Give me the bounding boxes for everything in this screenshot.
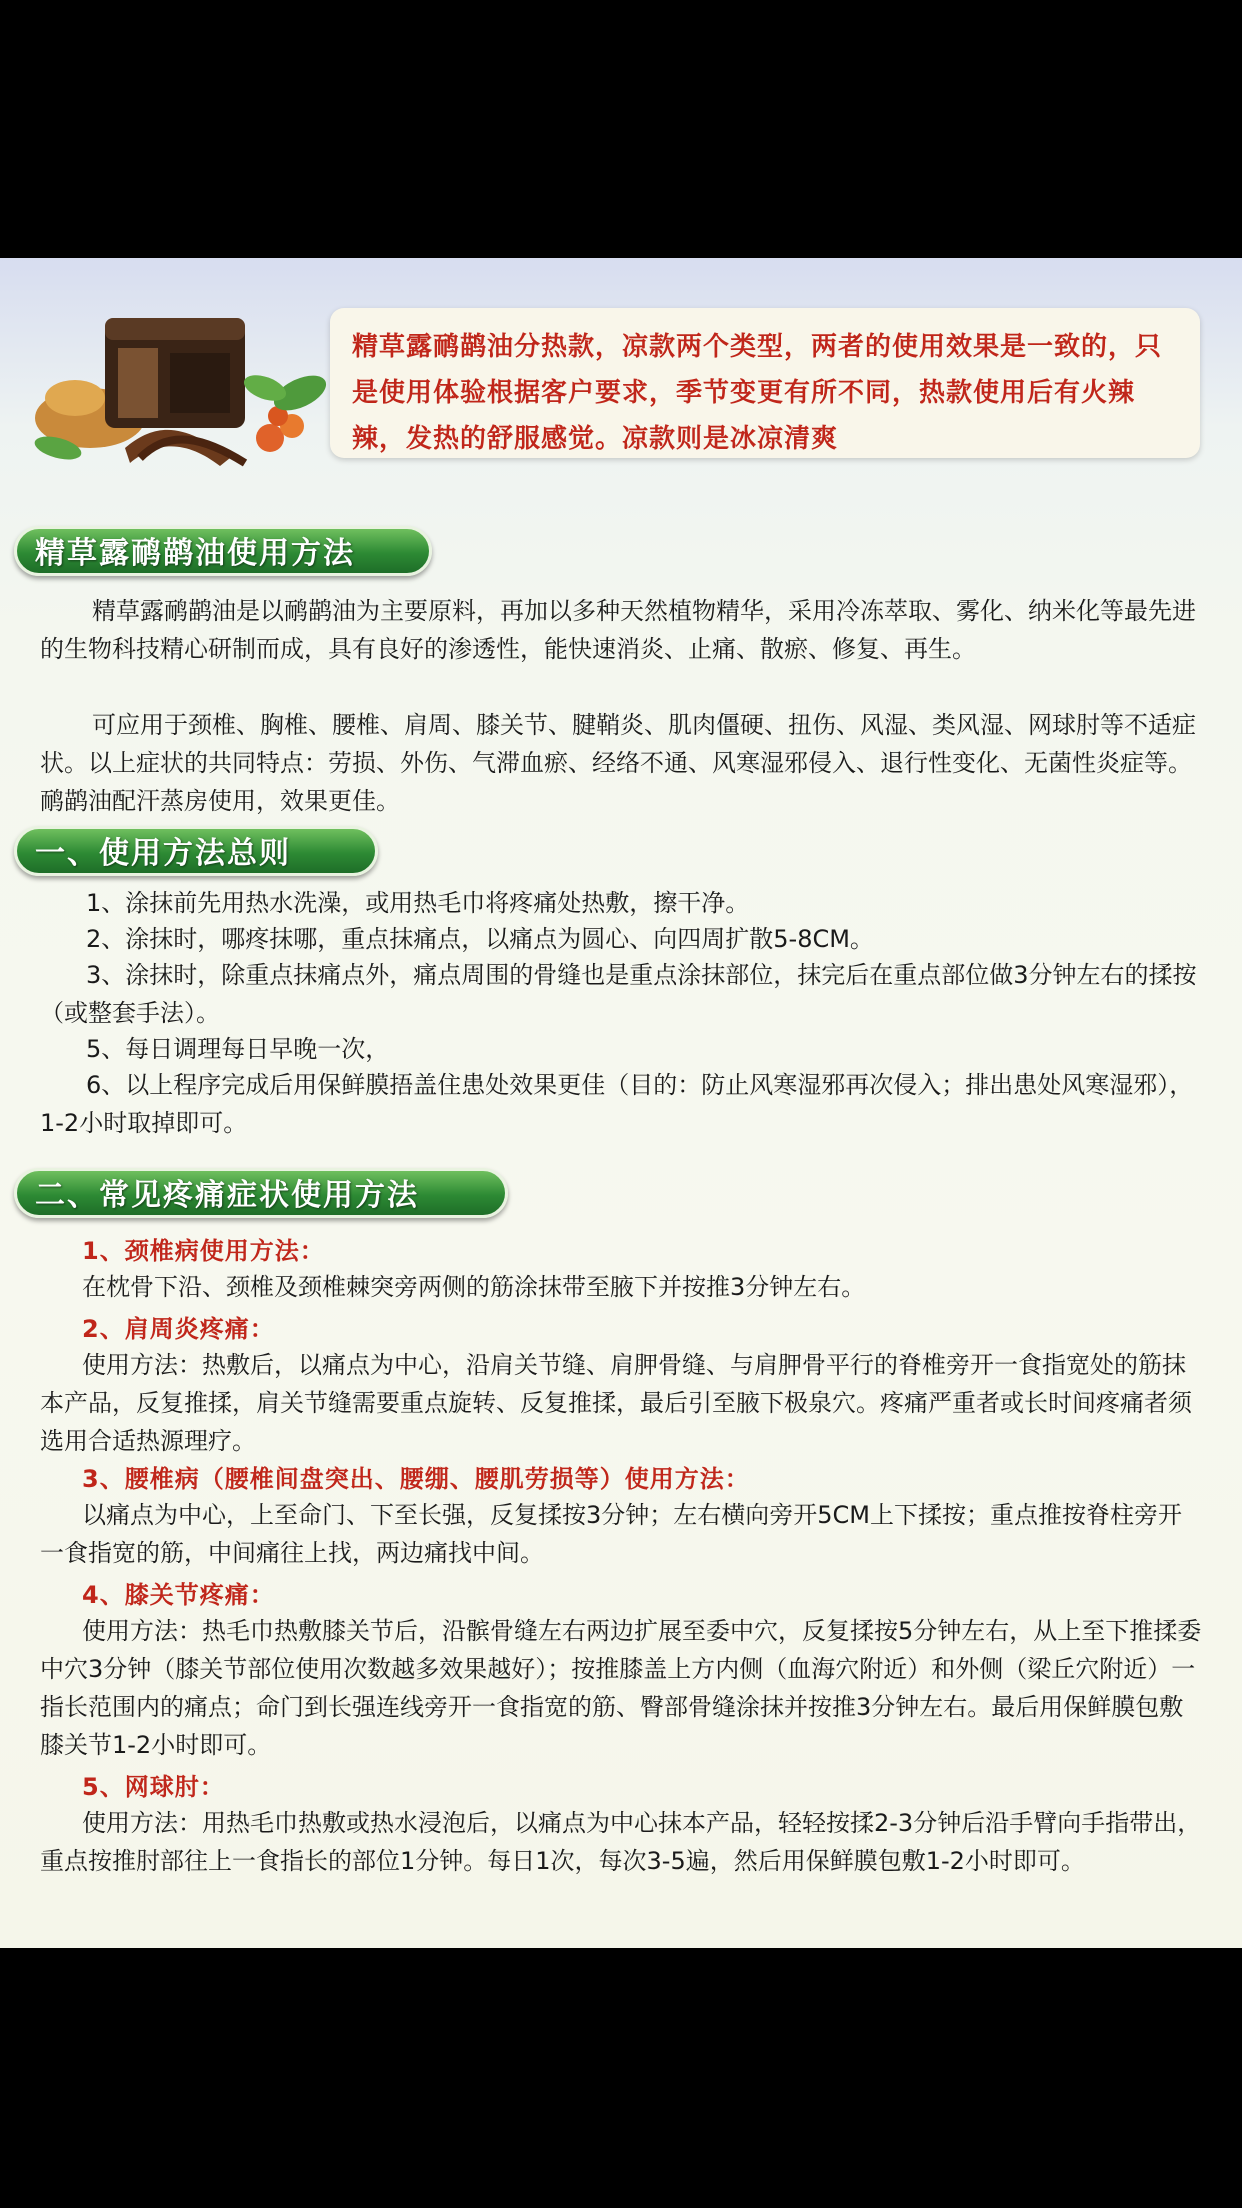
general-step-1: 1、涂抹前先用热水洗澡，或用热毛巾将疼痛处热敷，擦干净。 (86, 889, 750, 917)
symptom-title-knee: 4、膝关节疼痛： (82, 1581, 275, 1609)
symptom-title-shoulder: 2、肩周炎疼痛： (82, 1315, 275, 1343)
section-heading-common-pain: 二、常见疼痛症状使用方法 (14, 1168, 508, 1218)
product-jar-illustration (30, 298, 340, 468)
symptom-title-lumbar: 3、腰椎病（腰椎间盘突出、腰绷、腰肌劳损等）使用方法： (82, 1465, 750, 1493)
general-step-5: 5、每日调理每日早晚一次， (86, 1035, 390, 1063)
product-leaflet (0, 258, 1242, 1948)
applicable-symptoms-paragraph: 可应用于颈椎、胸椎、腰椎、肩周、膝关节、腱鞘炎、肌肉僵硬、扭伤、风湿、类风湿、网球肘等不适症状。以上症状的共同特点：劳损、外伤、气滞血瘀、经络不通、风寒湿邪侵入、退行性变化、无菌性炎症等。鸸鹋油配汗蒸房使用，效果更佳。 (40, 711, 1196, 815)
symptom-title-neck: 1、颈椎病使用方法： (82, 1237, 325, 1265)
product-banner (30, 298, 1212, 468)
bottom-black-bar (0, 1948, 1242, 2208)
symptom-body-shoulder: 使用方法：热敷后，以痛点为中心，沿肩关节缝、肩胛骨缝、与肩胛骨平行的脊椎旁开一食指宽处的筋抹本产品，反复推揉，肩关节缝需要重点旋转、反复推揉，最后引至腋下极泉穴。疼痛严重者或长时间疼痛者须选用合适热源理疗。 (40, 1351, 1192, 1455)
general-step-2: 2、涂抹时，哪疼抹哪，重点抹痛点，以痛点为圆心、向四周扩散5-8CM。 (86, 925, 874, 953)
section-heading-general-rules: 一、使用方法总则 (14, 826, 378, 876)
symptom-body-tennis-elbow: 使用方法：用热毛巾热敷或热水浸泡后，以痛点为中心抹本产品，轻轻按揉2-3分钟后沿手臂向手指带出，重点按推肘部往上一食指长的部位1分钟。每日1次，每次3-5遍，然后用保鲜膜包敷1-2小时即可。 (40, 1809, 1202, 1875)
symptom-body-lumbar: 以痛点为中心，上至命门、下至长强，反复揉按3分钟；左右横向旁开5CM上下揉按；重点推按脊柱旁开一食指宽的筋，中间痛往上找，两边痛找中间。 (40, 1501, 1183, 1567)
symptom-body-knee: 使用方法：热毛巾热敷膝关节后，沿髌骨缝左右两边扩展至委中穴，反复揉按5分钟左右，从上至下推揉委中穴3分钟（膝关节部位使用次数越多效果越好）；按推膝盖上方内侧（血海穴附近）和外侧（梁丘穴附近）一指长范围内的痛点；命门到长强连线旁开一食指宽的筋、臀部骨缝涂抹并按推3分钟左右。最后用保鲜膜包敷膝关节1-2小时即可。 (40, 1617, 1202, 1759)
section-heading-usage: 精草露鸸鹋油使用方法 (14, 526, 432, 576)
banner-description: 精草露鸸鹋油分热款，凉款两个类型，两者的使用效果是一致的，只是使用体验根据客户要求，季节变更有所不同，热款使用后有火辣辣，发热的舒服感觉。凉款则是冰凉清爽 (352, 332, 1163, 454)
top-black-bar (0, 0, 1242, 258)
symptom-title-tennis-elbow: 5、网球肘： (82, 1773, 225, 1801)
intro-paragraph: 精草露鸸鹋油是以鸸鹋油为主要原料，再加以多种天然植物精华，采用冷冻萃取、雾化、纳米化等最先进的生物科技精心研制而成，具有良好的渗透性，能快速消炎、止痛、散瘀、修复、再生。 (40, 597, 1196, 663)
general-step-6: 6、以上程序完成后用保鲜膜捂盖住患处效果更佳（目的：防止风寒湿邪再次侵入；排出患处风寒湿邪），1-2小时取掉即可。 (40, 1071, 1194, 1137)
general-step-3: 3、涂抹时，除重点抹痛点外，痛点周围的骨缝也是重点涂抹部位，抹完后在重点部位做3分钟左右的揉按（或整套手法）。 (40, 961, 1197, 1027)
symptom-body-neck: 在枕骨下沿、颈椎及颈椎棘突旁两侧的筋涂抹带至腋下并按推3分钟左右。 (82, 1273, 866, 1301)
